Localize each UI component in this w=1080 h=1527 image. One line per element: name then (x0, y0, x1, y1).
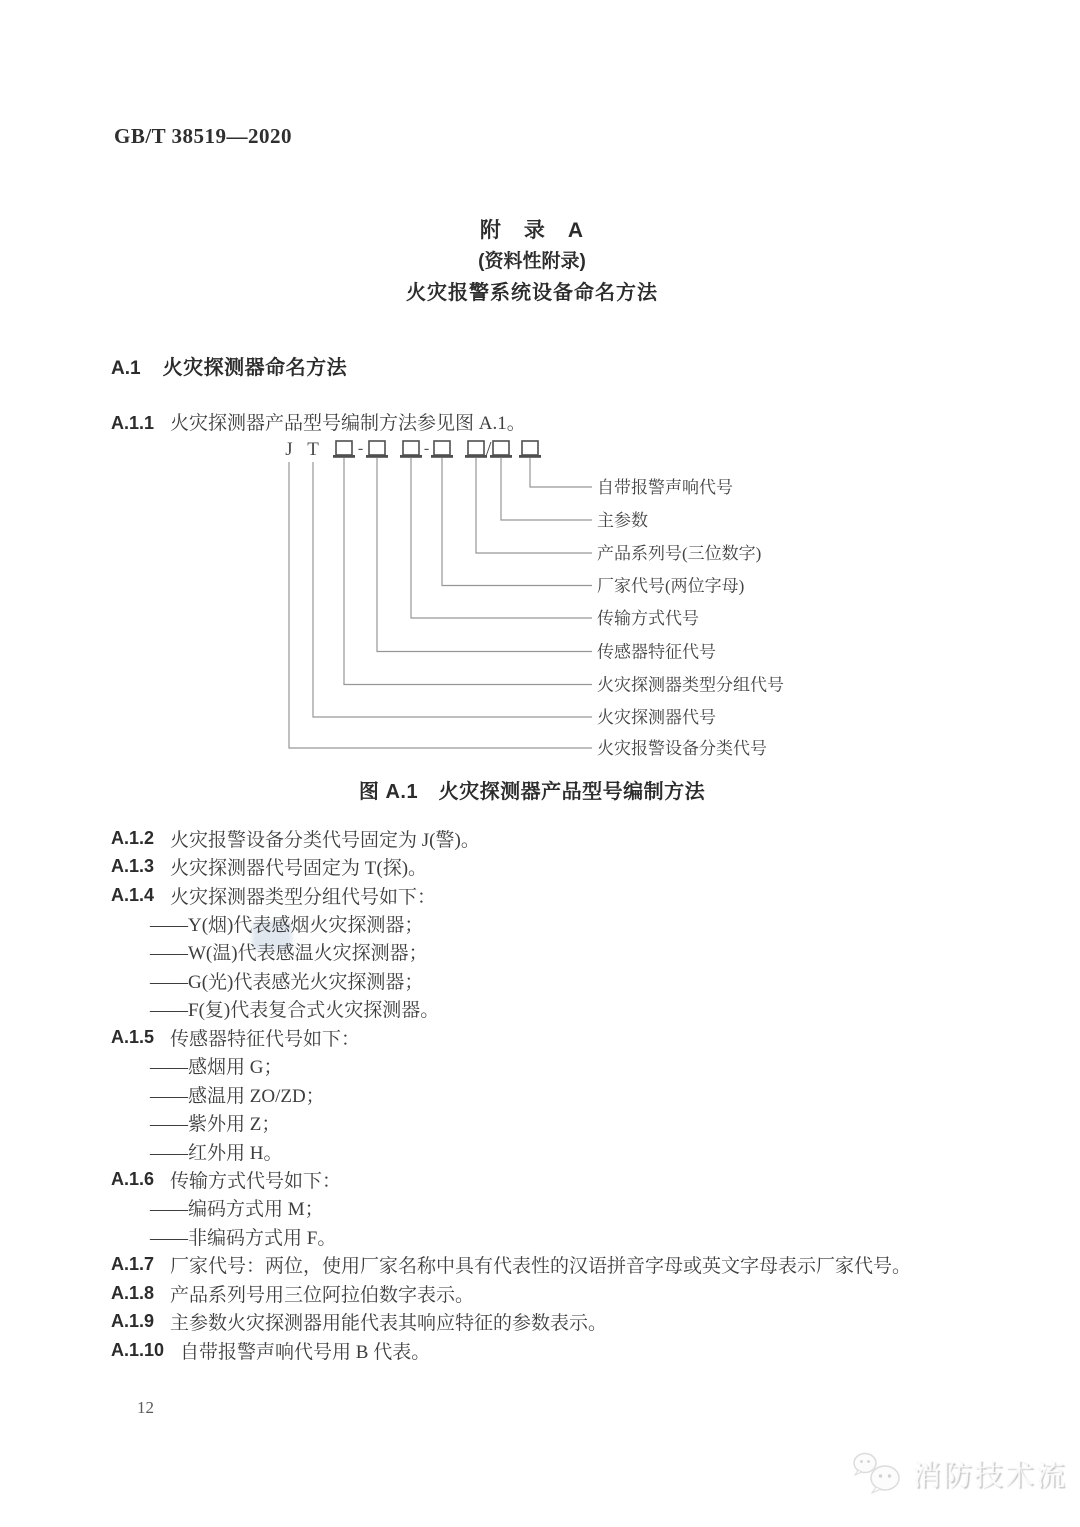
clause-text: 火灾探测器类型分组代号如下： (170, 886, 437, 908)
code-separator: / (485, 437, 492, 461)
clause-number: A.1.4 (111, 884, 155, 905)
connector-line (344, 458, 592, 685)
code-separator: - (357, 440, 364, 457)
section-number: A.1 (111, 358, 141, 379)
wechat-chat-bubbles-icon (850, 1450, 906, 1496)
clause-text: 火灾报警设备分类代号固定为 J(警)。 (170, 829, 480, 851)
list-item (111, 1080, 1011, 1108)
connector-line (530, 458, 592, 487)
figure-label: 厂家代号(两位字母) (597, 576, 745, 596)
list-item (111, 995, 1011, 1023)
clause-line (111, 1336, 1011, 1364)
figure-label: 火灾报警设备分类代号 (597, 739, 767, 758)
list-item-text: ——W(温)代表感温火灾探测器； (150, 943, 428, 965)
list-item (111, 1222, 1011, 1250)
code-letter-j: J (285, 439, 293, 460)
connector-line (313, 462, 592, 717)
connector-line (476, 458, 592, 553)
connector-line (501, 458, 592, 520)
figure-label: 传感器特征代号 (597, 642, 716, 662)
clause-line (111, 1023, 1011, 1051)
clause-line (111, 408, 526, 435)
clause-text: 产品系列号用三位阿拉伯数字表示。 (170, 1284, 475, 1306)
list-item (111, 1194, 1011, 1222)
code-box-icon (465, 441, 487, 458)
clause-line (111, 1165, 1011, 1193)
clause-text: 自带报警声响代号用 B 代表。 (180, 1341, 431, 1363)
figure-label: 产品系列号(三位数字) (597, 544, 762, 563)
clause-line (111, 1307, 1011, 1335)
code-box-icon (519, 441, 541, 458)
figure-label: 传输方式代号 (597, 609, 699, 628)
list-item-text: ——Y(烟)代表感烟火灾探测器； (150, 915, 424, 937)
list-item-text: ——编码方式用 M； (150, 1199, 324, 1221)
clause-number: A.1.7 (111, 1254, 155, 1275)
code-box-icon (431, 441, 453, 458)
figure-label: 自带报警声响代号 (597, 478, 733, 497)
clause-number: A.1.3 (111, 856, 155, 877)
list-item-text: ——G(光)代表感光火灾探测器； (150, 971, 424, 993)
clause-number: A.1.2 (111, 827, 155, 848)
list-item-text: ——感烟用 G； (150, 1057, 283, 1079)
appendix-type-note: (资料性附录) (478, 251, 586, 272)
list-item (111, 1108, 1011, 1136)
connector-line (289, 462, 592, 748)
code-box-icon (400, 441, 422, 458)
model-code-diagram (270, 436, 810, 780)
clause-number: A.1.10 (111, 1339, 165, 1360)
list-item (111, 1137, 1011, 1165)
clause-line (111, 881, 1011, 909)
connector-line (442, 458, 592, 586)
list-item-text: ——非编码方式用 F。 (150, 1227, 337, 1249)
clause-number: A.1.5 (111, 1026, 155, 1047)
watermark-text: 消防技术流 (912, 1459, 1068, 1492)
list-item-text: ——红外用 H。 (150, 1142, 283, 1164)
code-box-icon (490, 441, 512, 458)
list-item (111, 909, 1011, 937)
code-letter-t: T (307, 439, 319, 460)
list-item (111, 966, 1011, 994)
clause-line (111, 852, 1011, 880)
clause-text: 火灾探测器产品型号编制方法参见图 A.1。 (170, 413, 526, 434)
appendix-title: 火灾报警系统设备命名方法 (406, 282, 658, 304)
figure-label: 火灾探测器代号 (597, 708, 716, 727)
clause-text: 主参数火灾探测器用能代表其响应特征的参数表示。 (170, 1313, 608, 1335)
clause-line (111, 1251, 1011, 1279)
figure-caption: 图 A.1 火灾探测器产品型号编制方法 (358, 781, 706, 803)
code-box-icon (366, 441, 388, 458)
clause-text: 传输方式代号如下： (170, 1170, 342, 1192)
list-item (111, 1052, 1011, 1080)
list-item (111, 938, 1011, 966)
watermark (850, 1450, 1067, 1496)
code-separator: - (423, 440, 430, 457)
clause-text: 传感器特征代号如下： (170, 1028, 361, 1050)
clause-number: A.1.6 (111, 1168, 155, 1189)
clause-number: A.1.1 (111, 413, 155, 433)
list-item-text: ——感温用 ZO/ZD； (150, 1085, 325, 1107)
figure-label: 火灾探测器类型分组代号 (597, 675, 784, 695)
clause-line (111, 824, 1011, 852)
clause-number: A.1.8 (111, 1282, 155, 1303)
figure-label: 主参数 (597, 511, 648, 530)
list-item-text: ——F(复)代表复合式火灾探测器。 (150, 1000, 440, 1022)
standard-number: GB/T 38519—2020 (114, 124, 293, 148)
code-box-icon (333, 441, 355, 458)
section-heading (111, 351, 347, 380)
clause-line (111, 1279, 1011, 1307)
page-number: 12 (137, 1398, 154, 1417)
clause-text: 厂家代号：两位，使用厂家名称中具有代表性的汉语拼音字母或英文字母表示厂家代号。 (170, 1256, 912, 1278)
clause-number: A.1.9 (111, 1311, 155, 1332)
list-item-text: ——紫外用 Z； (150, 1114, 281, 1136)
section-title: 火灾探测器命名方法 (162, 357, 348, 379)
clause-text: 火灾探测器代号固定为 T(探)。 (170, 858, 428, 880)
clause-list (111, 824, 1011, 1364)
appendix-label: 附 录 A (479, 219, 585, 242)
appendix-title-block (0, 219, 1064, 305)
